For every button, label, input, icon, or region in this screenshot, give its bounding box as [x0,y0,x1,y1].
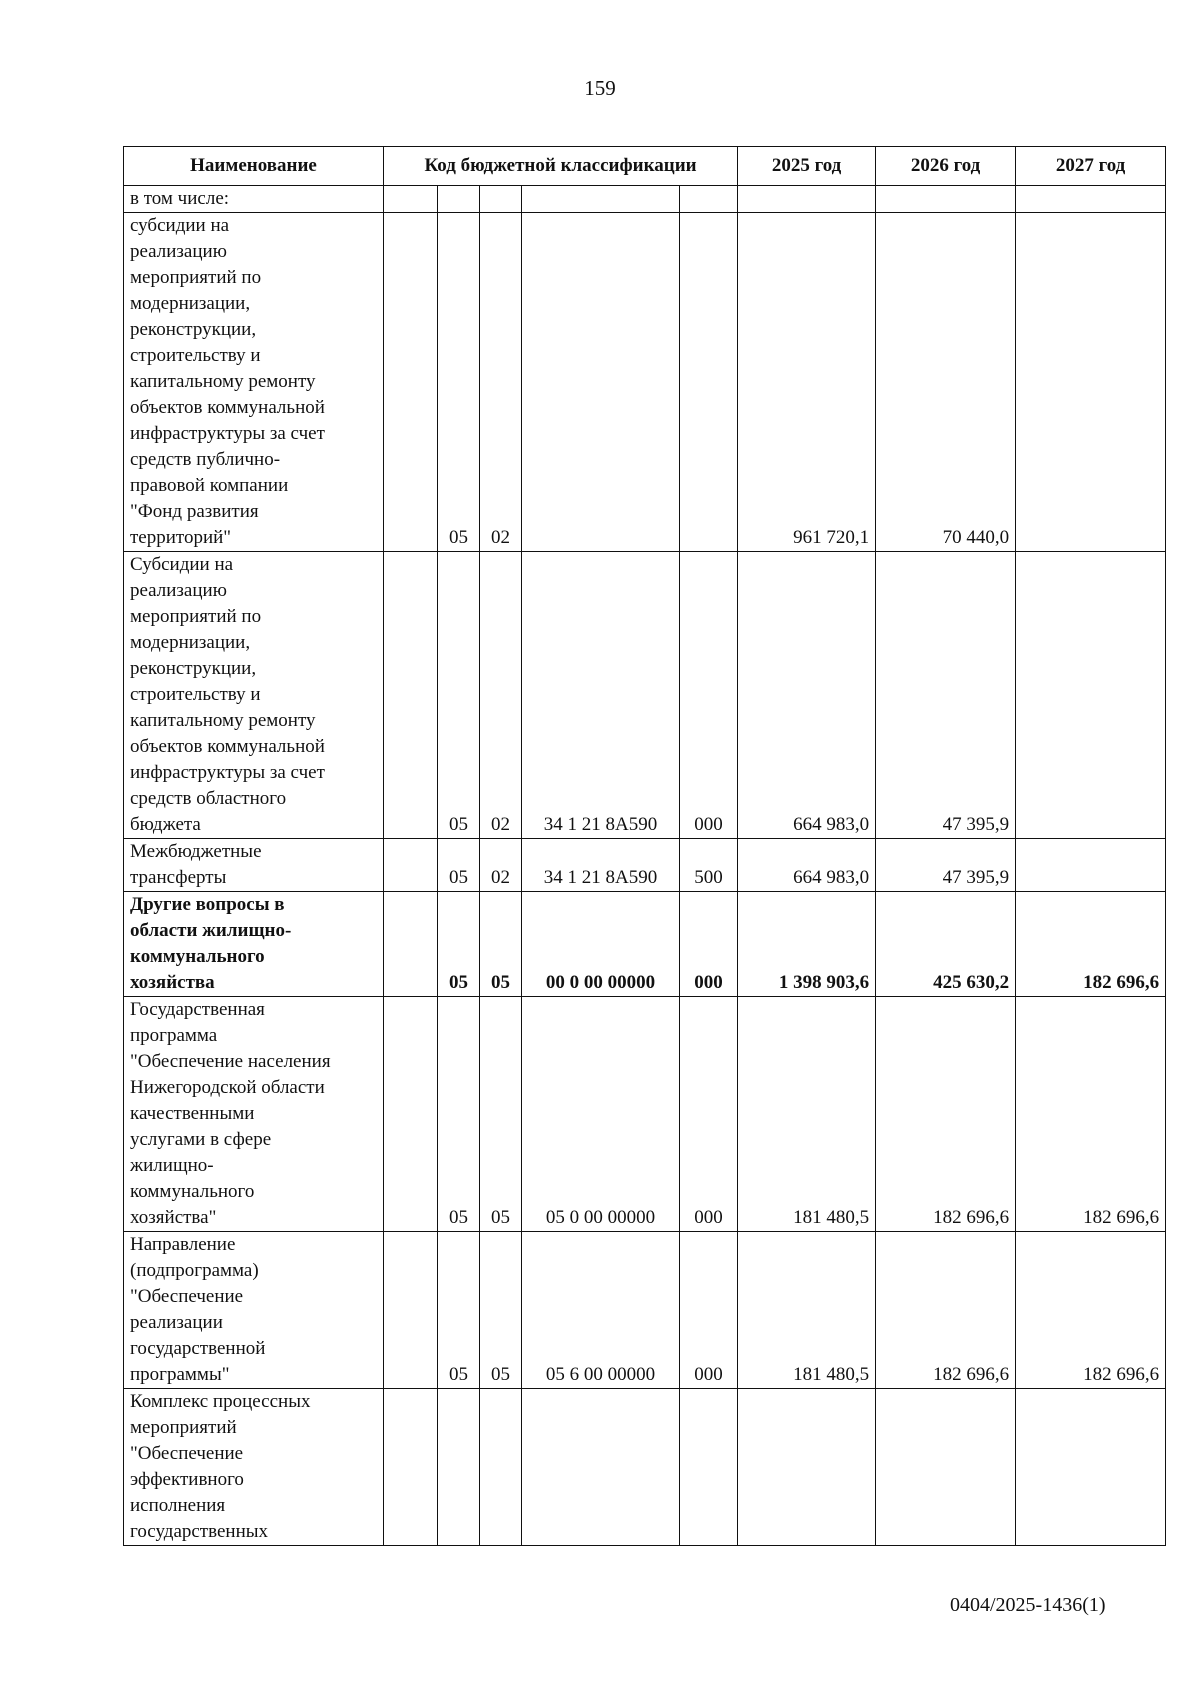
header-name: Наименование [124,147,384,186]
code-section [384,1389,438,1546]
value-2027: 182 696,6 [1016,1232,1166,1389]
value-2027 [1016,1389,1166,1546]
code-expense-type: 500 [680,839,738,892]
code-target-article: 05 6 00 00000 [522,1232,680,1389]
value-2027: 182 696,6 [1016,997,1166,1232]
code-expense-type [680,213,738,552]
subheader-row [124,186,1166,213]
value-2026: 70 440,0 [876,213,1016,552]
value-2027 [1016,839,1166,892]
code-target-article [522,213,680,552]
value-2025: 181 480,5 [738,997,876,1232]
code-chapter [438,1389,480,1546]
document-id: 0404/2025-1436(1) [950,1594,1106,1616]
row-name: Комплекс процессных мероприятий "Обеспечение эффективного исполнения государственных [124,1389,384,1546]
code-subsection: 02 [480,213,522,552]
header-2027: 2027 год [1016,147,1166,186]
header-2025: 2025 год [738,147,876,186]
table-row [124,997,1166,1232]
row-name: Направление (подпрограмма) "Обеспечение реализации государственной программы" [124,1232,384,1389]
row-name: субсидии на реализацию мероприятий по модернизации, реконструкции, строительству и капитальному ремонту объектов коммунальной инфраструктуры за счет средств публично- правовой компании "Фонд развития территорий" [124,213,384,552]
code-target-article [522,1389,680,1546]
code-subsection: 02 [480,839,522,892]
value-2025: 961 720,1 [738,213,876,552]
header-code: Код бюджетной классификации [384,147,738,186]
code-expense-type [680,1389,738,1546]
header-2026: 2026 год [876,147,1016,186]
code-subsection: 05 [480,1232,522,1389]
value-2026: 425 630,2 [876,892,1016,997]
value-2026: 182 696,6 [876,1232,1016,1389]
value-2026: 182 696,6 [876,997,1016,1232]
code-target-article: 05 0 00 00000 [522,997,680,1232]
value-2027 [1016,552,1166,839]
code-section [384,997,438,1232]
value-2027: 182 696,6 [1016,892,1166,997]
code-target-article: 00 0 00 00000 [522,892,680,997]
code-section [384,839,438,892]
code-section [384,1232,438,1389]
code-target-article: 34 1 21 8А590 [522,839,680,892]
value-2026: 47 395,9 [876,552,1016,839]
value-2025: 181 480,5 [738,1232,876,1389]
code-expense-type: 000 [680,552,738,839]
code-section [384,892,438,997]
value-2025: 664 983,0 [738,839,876,892]
page-number: 159 [584,76,616,100]
code-subsection: 02 [480,552,522,839]
code-chapter: 05 [438,552,480,839]
code-chapter: 05 [438,839,480,892]
subheader-label: в том числе: [124,186,384,213]
code-expense-type: 000 [680,997,738,1232]
row-name: Субсидии на реализацию мероприятий по модернизации, реконструкции, строительству и капитальному ремонту объектов коммунальной инфраструктуры за счет средств областного бюджета [124,552,384,839]
code-subsection: 05 [480,892,522,997]
row-name: Межбюджетные трансферты [124,839,384,892]
code-target-article: 34 1 21 8А590 [522,552,680,839]
table-row [124,213,1166,552]
code-subsection [480,1389,522,1546]
value-2025: 1 398 903,6 [738,892,876,997]
code-chapter: 05 [438,213,480,552]
code-section [384,552,438,839]
value-2025: 664 983,0 [738,552,876,839]
code-subsection: 05 [480,997,522,1232]
code-expense-type: 000 [680,1232,738,1389]
table-row [124,1232,1166,1389]
row-name: Другие вопросы в области жилищно- коммунального хозяйства [124,892,384,997]
row-name: Государственная программа "Обеспечение населения Нижегородской области качественными услугами в сфере жилищно- коммунального хозяйства" [124,997,384,1232]
code-expense-type: 000 [680,892,738,997]
code-chapter: 05 [438,892,480,997]
code-section [384,213,438,552]
value-2026: 47 395,9 [876,839,1016,892]
table-header-row [124,147,1166,186]
table-row [124,892,1166,997]
table-row [124,552,1166,839]
table-row [124,1389,1166,1546]
code-chapter: 05 [438,1232,480,1389]
code-chapter: 05 [438,997,480,1232]
budget-table [123,146,1166,1546]
table-row [124,839,1166,892]
value-2025 [738,1389,876,1546]
value-2026 [876,1389,1016,1546]
value-2027 [1016,213,1166,552]
